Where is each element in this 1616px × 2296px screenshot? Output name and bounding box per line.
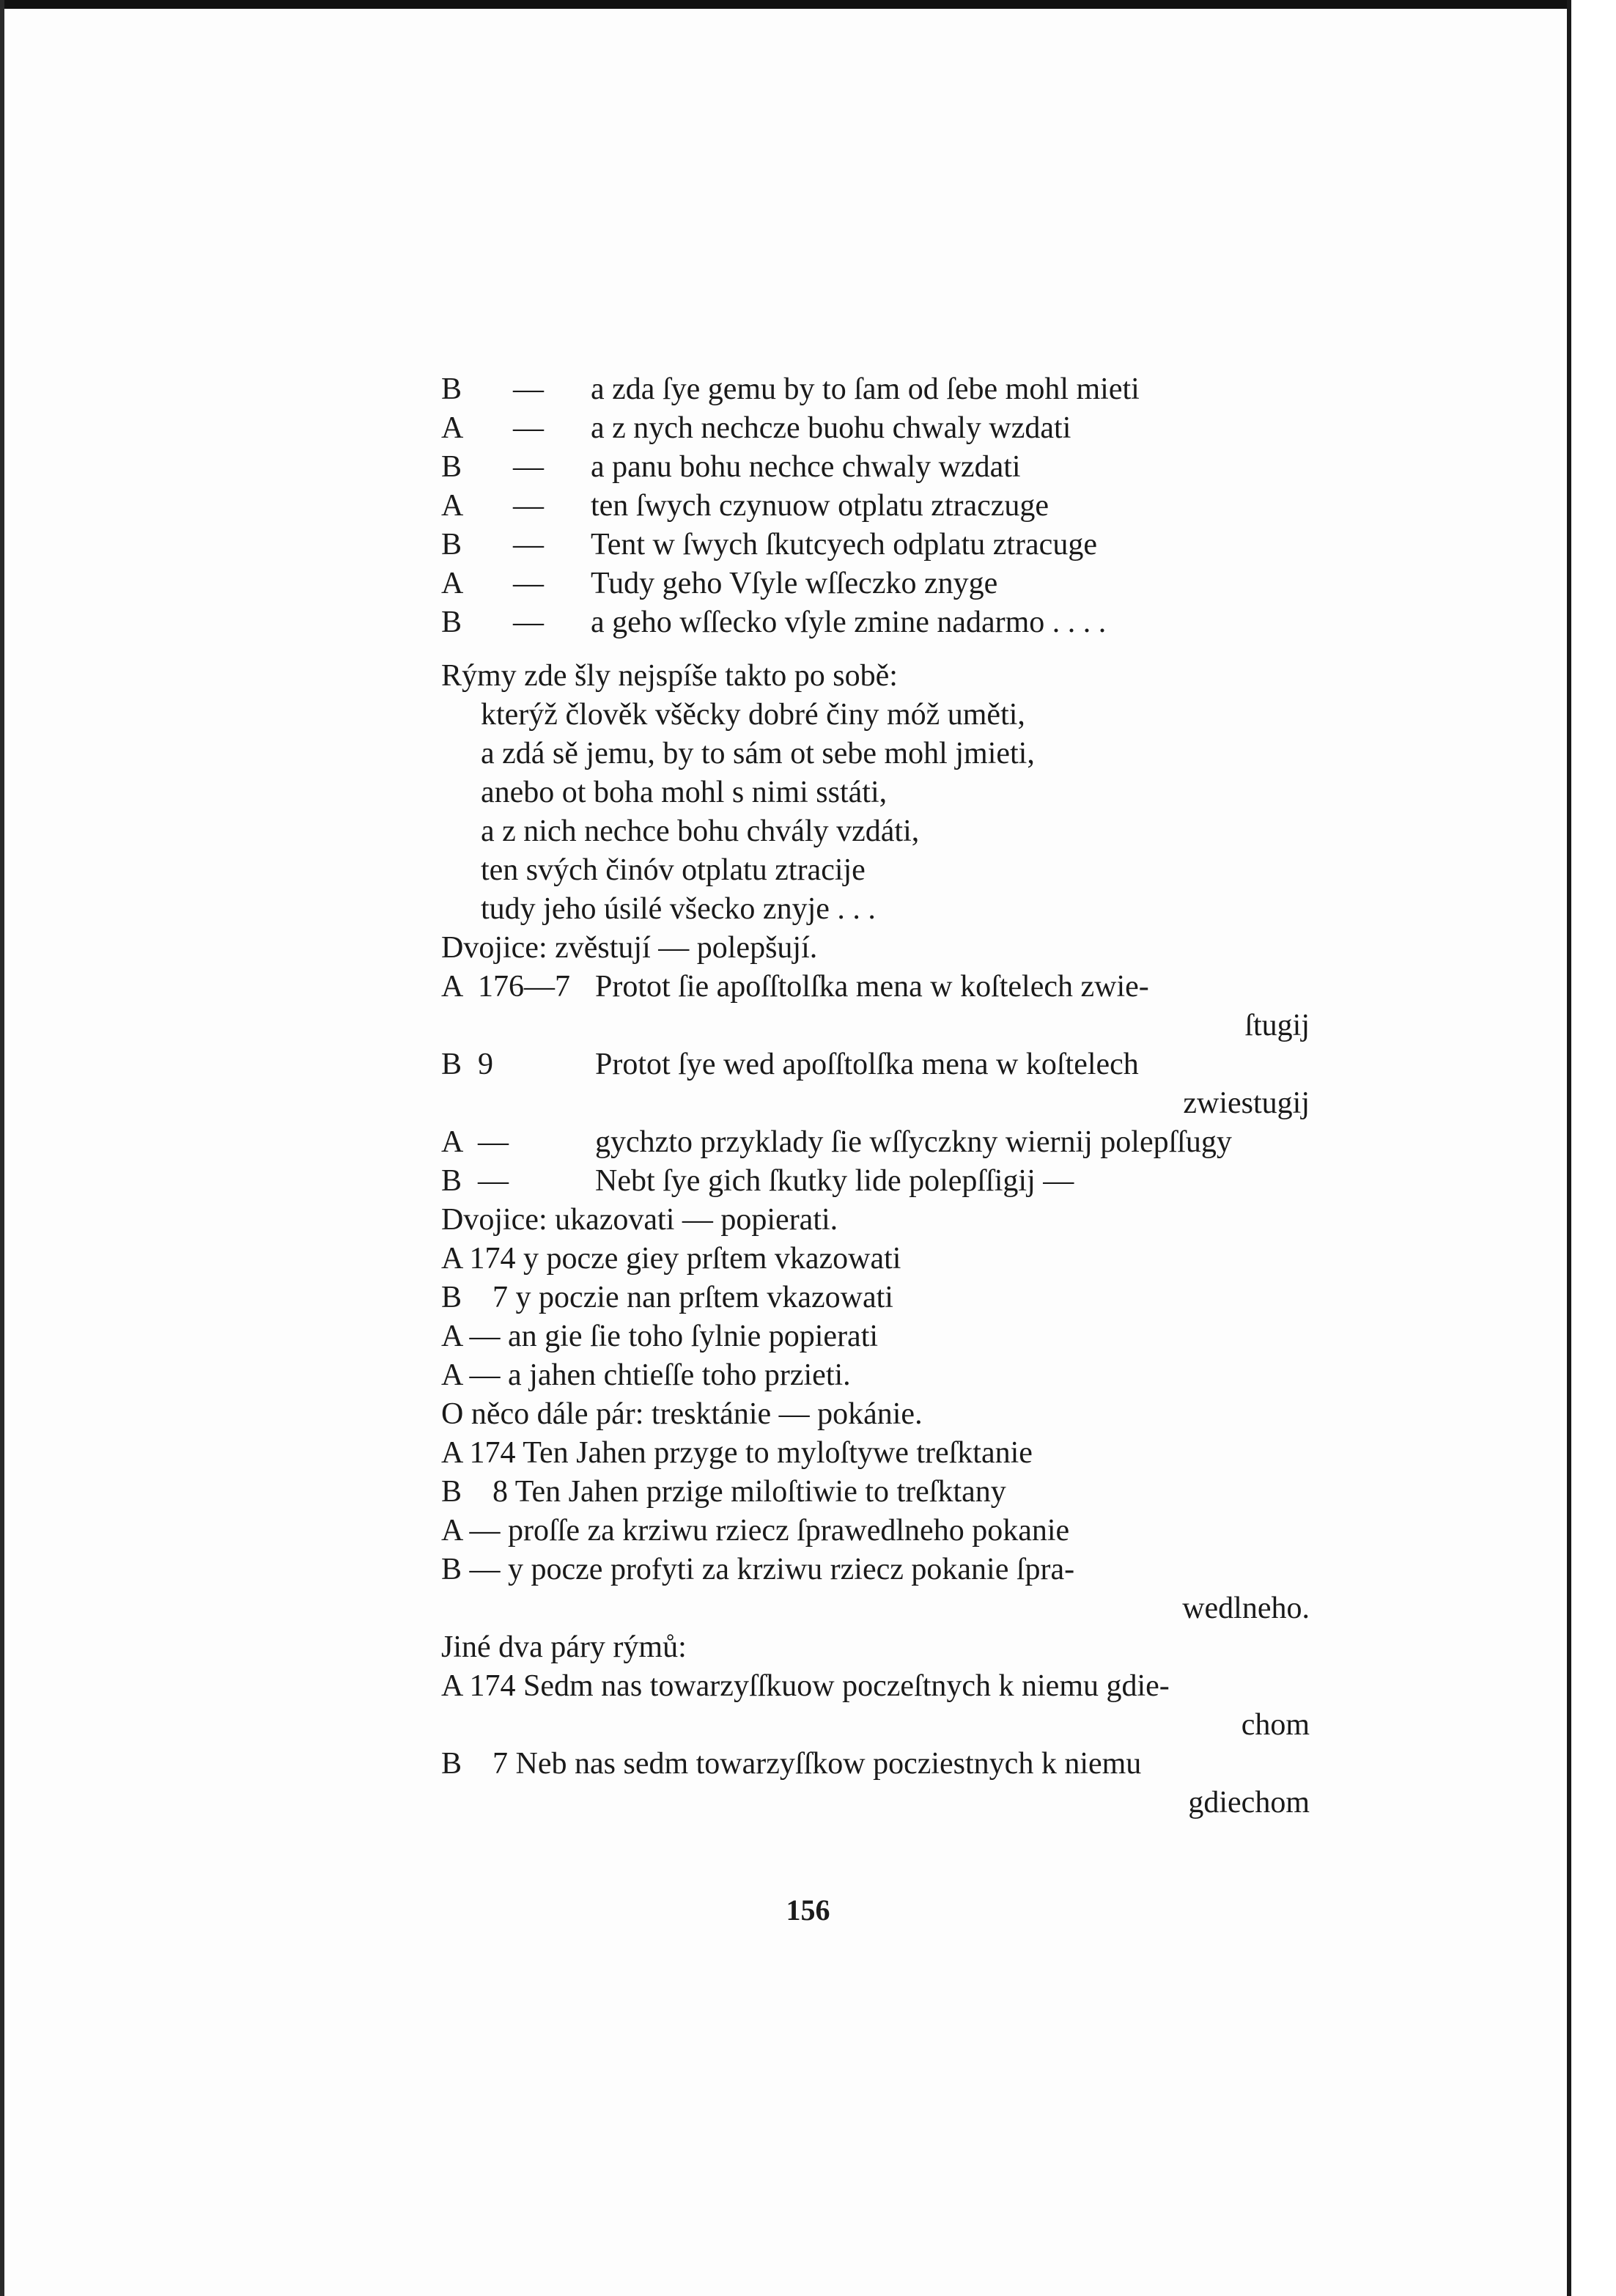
- text-line-continuation: zwiestugij: [1183, 1086, 1310, 1120]
- variant-label: B: [441, 606, 462, 639]
- text-line: A 174 Sedm nas towarzyſſkuow poczeſtnych k niemu gdie-: [441, 1669, 1170, 1703]
- dash: —: [513, 606, 544, 639]
- dash: —: [513, 489, 544, 523]
- line-text: a geho wſſecko vſyle zmine nadarmo . . . .: [591, 606, 1107, 639]
- line-text: Tent w ſwych ſkutcyech odplatu ztracuge: [591, 528, 1097, 562]
- dash: —: [513, 528, 544, 562]
- text-line: [441, 487, 1310, 526]
- scan-right-margin: [1567, 0, 1616, 2296]
- text-line: [441, 526, 1310, 564]
- variant-label: A: [441, 411, 464, 445]
- text-line: A 176—7 Protot ſie apoſſtolſka mena w koſtelech zwie-: [441, 970, 1149, 1004]
- text-line: A 174 Ten Jahen przyge to myloſtywe treſktanie: [441, 1436, 1033, 1470]
- text-line: A — a jahen chtieſſe toho przieti.: [441, 1358, 851, 1392]
- variant-label: B: [441, 372, 462, 406]
- line-text: a zda ſye gemu by to ſam od ſebe mohl mieti: [591, 372, 1140, 406]
- dash: —: [513, 567, 544, 600]
- text-line: [441, 448, 1310, 487]
- variant-label: A: [441, 489, 464, 523]
- paragraph-intro: Rýmy zde šly nejspíše takto po sobě:: [441, 659, 898, 693]
- text-line: B 7 y poczie nan prſtem vkazowati: [441, 1281, 893, 1314]
- text-line: A 174 y pocze giey prſtem vkazowati: [441, 1242, 901, 1276]
- variant-label: B: [441, 450, 462, 484]
- pair-heading: O něco dále pár: tresktánie — pokánie.: [441, 1397, 923, 1431]
- text-line: B — y pocze profyti za krziwu rziecz pokanie ſpra-: [441, 1553, 1075, 1586]
- scan-top-edge: [0, 0, 1616, 9]
- verse-line: kterýž člověk všěcky dobré činy móž uměti,: [481, 698, 1025, 732]
- line-text: Tudy geho Vſyle wſſeczko znyge: [591, 567, 998, 600]
- text-line-continuation: chom: [1241, 1708, 1310, 1742]
- verse-line: ten svých činóv otplatu ztracije: [481, 853, 866, 887]
- line-text: ten ſwych czynuow otplatu ztraczuge: [591, 489, 1049, 523]
- variant-label: A: [441, 567, 464, 600]
- page-number: 156: [786, 1894, 830, 1927]
- verse-line: a zdá sě jemu, by to sám ot sebe mohl jmieti,: [481, 737, 1035, 770]
- text-line-continuation: gdiechom: [1188, 1786, 1310, 1819]
- verse-line: tudy jeho úsilé všecko znyje . . .: [481, 892, 876, 926]
- text-line: A — an gie ſie toho ſylnie popierati: [441, 1320, 879, 1353]
- text-line: B 8 Ten Jahen przige miloſtiwie to treſktany: [441, 1475, 1006, 1509]
- dash: —: [513, 372, 544, 406]
- text-line: [441, 603, 1310, 642]
- text-line: B 9 Protot ſye wed apoſſtolſka mena w koſtelech: [441, 1048, 1139, 1081]
- text-line-continuation: wedlneho.: [1182, 1592, 1310, 1625]
- verse-line: a z nich nechce bohu chvály vzdáti,: [481, 814, 920, 848]
- line-text: a panu bohu nechce chwaly wzdati: [591, 450, 1021, 484]
- dash: —: [513, 450, 544, 484]
- variant-label: B: [441, 528, 462, 562]
- line-text: a z nych nechcze buohu chwaly wzdati: [591, 411, 1071, 445]
- text-line-continuation: ſtugij: [1244, 1009, 1310, 1042]
- text-line: B 7 Neb nas sedm towarzyſſkow pocziestnych k niemu: [441, 1747, 1142, 1781]
- text-line: [441, 370, 1310, 409]
- text-line: A — gychzto przyklady ſie wſſyczkny wiernij polepſſugy: [441, 1125, 1232, 1159]
- text-line: [441, 409, 1310, 448]
- scan-left-edge: [0, 0, 4, 2296]
- verse-line: anebo ot boha mohl s nimi sstáti,: [481, 776, 888, 809]
- text-line: B — Nebt ſye gich ſkutky lide polepſſigij —: [441, 1164, 1074, 1198]
- pair-heading: Dvojice: zvěstují — polepšují.: [441, 931, 818, 965]
- pair-heading: Dvojice: ukazovati — popierati.: [441, 1203, 838, 1237]
- dash: —: [513, 411, 544, 445]
- text-line: [441, 564, 1310, 603]
- text-line: A — proſſe za krziwu rziecz ſprawedlneho pokanie: [441, 1514, 1070, 1548]
- page-text: [441, 370, 1310, 1822]
- paragraph-intro: Jiné dva páry rýmů:: [441, 1630, 687, 1664]
